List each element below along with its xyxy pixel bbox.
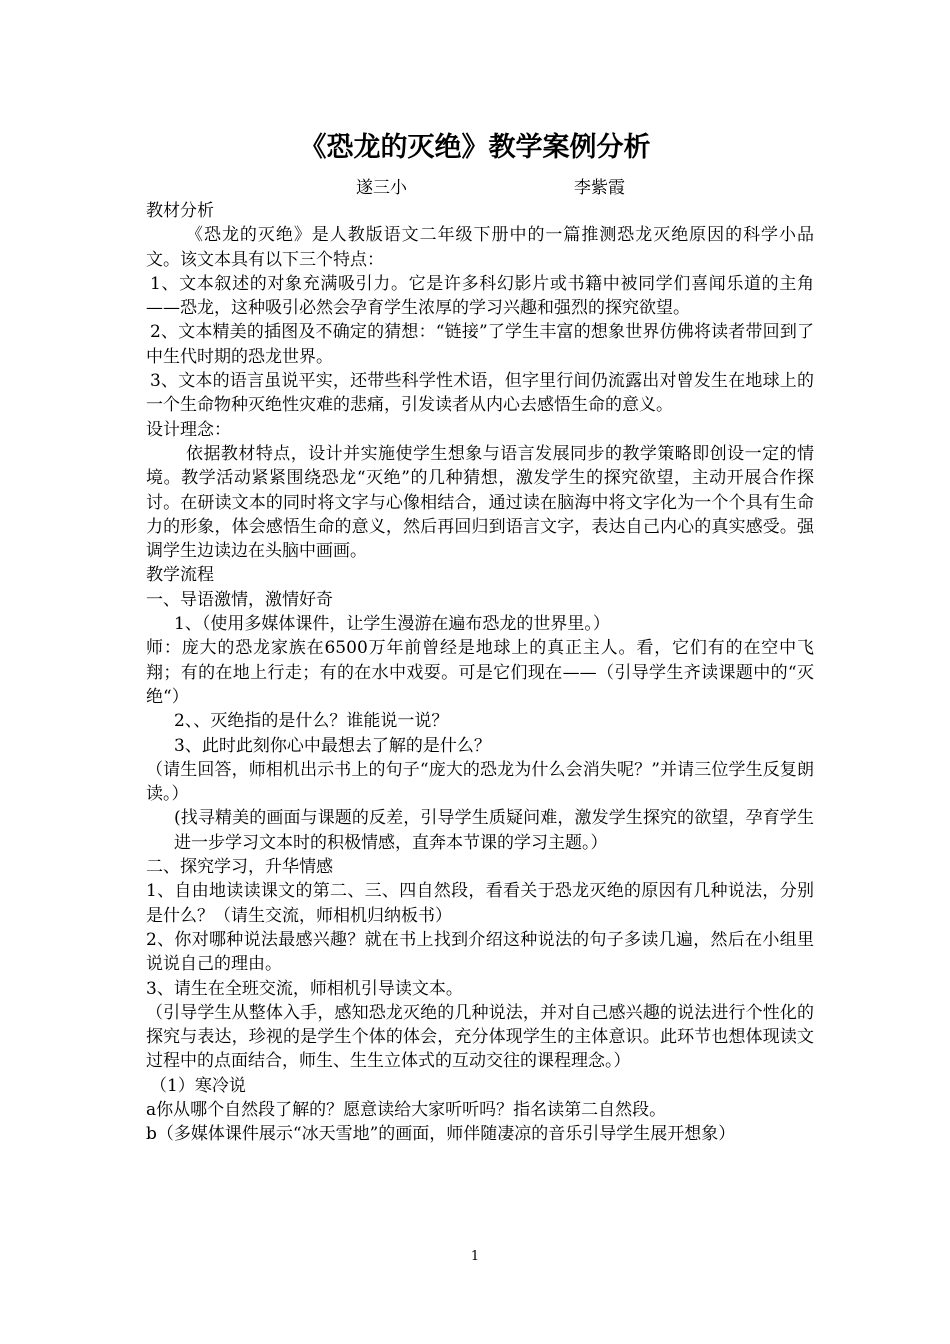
author-name: 李紫霞 <box>574 178 625 198</box>
document-title: 《恐龙的灭绝》教学案例分析 <box>299 132 651 163</box>
school-name: 遂三小 <box>356 178 407 198</box>
paragraph: (找寻精美的画面与课题的反差，引导学生质疑问难，激发学生探究的欲望，孕育学生进一步学习文本时的积极情感，直奔本节课的学习主题。） <box>174 808 814 853</box>
paragraph: （请生回答，师相机出示书上的句子“庞大的恐龙为什么会消失呢？”并请三位学生反复朗读。） <box>146 759 814 805</box>
section-heading-design: 设计理念： <box>146 419 231 440</box>
list-item: 2、你对哪种说法最感兴趣？就在书上找到介绍这种说法的句子多读几遍，然后在小组里说说自己的理由。 <box>146 929 814 975</box>
list-item: 3、文本的语言虽说平实，还带些科学性术语，但字里行间仍流露出对曾发生在地球上的一个生命物种灭绝性灾难的悲痛，引发读者从内心去感悟生命的意义。 <box>146 371 814 416</box>
list-item: 1、自由地读读课文的第二、三、四自然段，看看关于恐龙灭绝的原因有几种说法，分别是什么？（请生交流，师相机归纳板书） <box>146 881 814 926</box>
page-number: 1 <box>470 1249 480 1264</box>
section-heading-process: 教学流程 <box>146 565 214 586</box>
list-item: 1、文本叙述的对象充满吸引力。它是许多科幻影片或书籍中被同学们喜闻乐道的主角——恐龙，这种吸引必然会孕育学生浓厚的学习兴趣和强烈的探究欲望。 <box>146 273 814 319</box>
list-item: a你从哪个自然段了解的？愿意读给大家听听吗？指名读第二自然段。 <box>146 1099 667 1120</box>
list-item: 3、请生在全班交流，师相机引导读文本。 <box>146 978 463 999</box>
list-item: 2、文本精美的插图及不确定的猜想：“链接”了学生丰富的想象世界仿佛将读者带回到了中生代时期的恐龙世界。 <box>146 322 814 367</box>
list-item: b（多媒体课件展示“冰天雪地”的画面，师伴随凄凉的音乐引导学生展开想象） <box>146 1124 736 1145</box>
list-item: 1、（使用多媒体课件，让学生漫游在遍布恐龙的世界里。） <box>174 614 610 635</box>
paragraph: 师：庞大的恐龙家族在6500万年前曾经是地球上的真正主人。看，它们有的在空中飞翔；有的在地上行走；有的在水中戏耍。可是它们现在——（引导学生齐读课题中的“灭绝“） <box>146 638 814 707</box>
document-body <box>146 199 814 1147</box>
list-item: 3、此时此刻你心中最想去了解的是什么？ <box>174 735 491 756</box>
subheading: （1）寒冷说 <box>150 1075 246 1096</box>
paragraph: （引导学生从整体入手，感知恐龙灭绝的几种说法，并对自己感兴趣的说法进行个性化的探究与表达，珍视的是学生个体的体会，充分体现学生的主体意识。此环节也想体现读文过程中的点面结合，师生、生生立体式的互动交往的课程理念。） <box>146 1002 814 1072</box>
paragraph: 《恐龙的灭绝》是人教版语文二年级下册中的一篇推测恐龙灭绝原因的科学小品文。该文本具有以下三个特点： <box>146 225 814 270</box>
subheading: 一、导语激情，激情好奇 <box>146 589 333 610</box>
subheading: 二、探究学习，升华情感 <box>146 857 333 878</box>
list-item: 2、、灭绝指的是什么？谁能说一说？ <box>174 711 449 732</box>
paragraph: 依据教材特点，设计并实施使学生想象与语言发展同步的教学策略即创设一定的情境。教学活动紧紧围绕恐龙“灭绝”的几种猜想，激发学生的探究欲望，主动开展合作探讨。在研读文本的同时将文字与心像相结合，通过读在脑海中将文字化为一个个具有生命力的形象，体会感悟生命的意义，然后再回归到语言文字，表达自己内心的真实感受。强调学生边读边在头脑中画画。 <box>146 443 814 562</box>
section-heading-material: 教材分析 <box>146 201 214 221</box>
